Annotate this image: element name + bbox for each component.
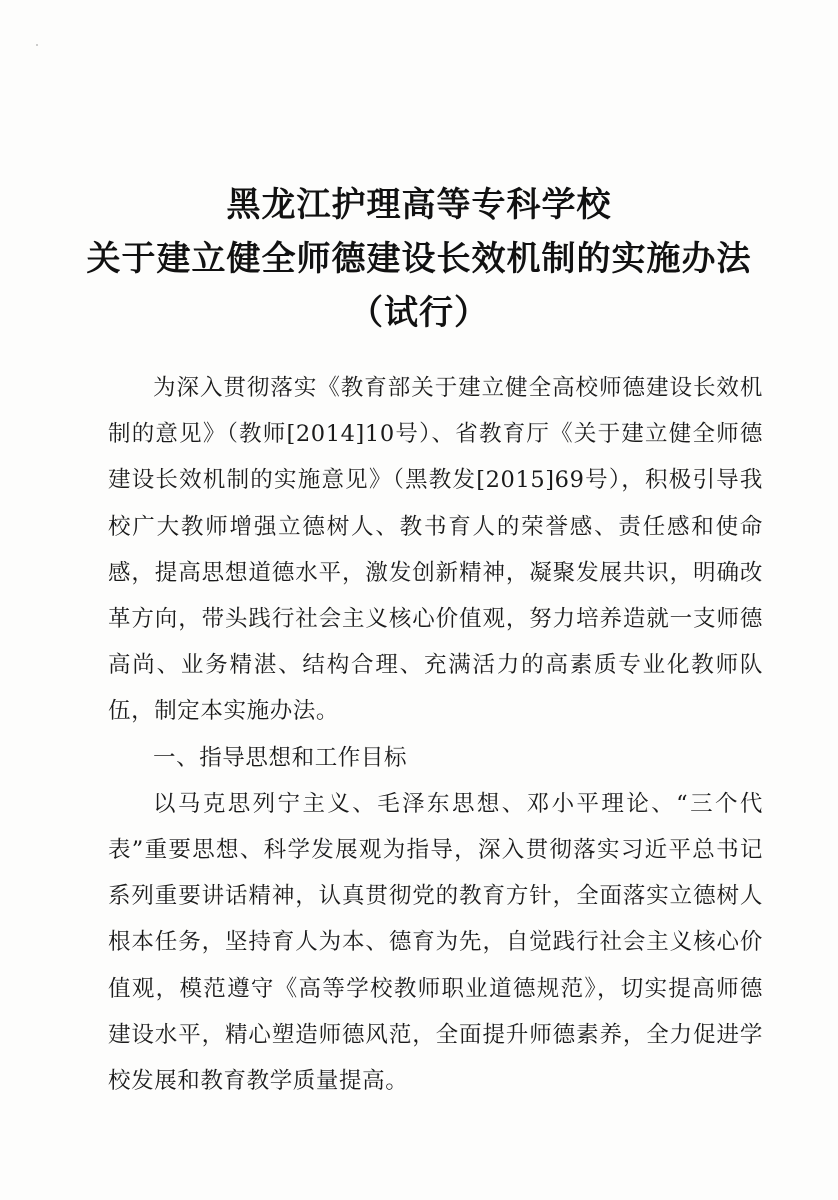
intro-paragraph: 为深入贯彻落实《教育部关于建立健全高校师德建设长效机制的意见》（教师[2014]10号）、省教育厅《关于建立健全师德建设长效机制的实施意见》（黑教发[2015]69号），积极引导我校广大教师增强立德树人、教书育人的荣誉感、责任感和使命感，提高思想道德水平，激发创新精神，凝聚发展共识，明确改革方向，带头践行社会主义核心价值观，努力培养造就一支师德高尚、业务精湛、结构合理、充满活力的高素质专业化教师队伍，制定本实施办法。	[108, 375, 763, 725]
title-subject: 关于建立健全师德建设长效机制的实施办法	[86, 239, 752, 279]
section-heading: 一、指导思想和工作目标	[153, 744, 408, 771]
scan-speck	[36, 44, 38, 46]
section-paragraph: 以马克思列宁主义、毛泽东思想、邓小平理论、“三个代表”重要思想、科学发展观为指导，深入贯彻落实习近平总书记系列重要讲话精神，认真贯彻党的教育方针，全面落实立德树人根本任务，坚持育人为本、德育为先，自觉践行社会主义核心价值观，模范遵守《高等学校教师职业道德规范》，切实提高师德建设水平，精心塑造师德风范，全面提升师德素养，全力促进学校发展和教育教学质量提高。	[108, 790, 763, 1095]
document-title	[0, 178, 838, 340]
title-trial-note: （试行）	[349, 293, 489, 333]
title-school-name: 黑龙江护理高等专科学校	[226, 185, 612, 225]
document-body	[108, 365, 763, 1104]
